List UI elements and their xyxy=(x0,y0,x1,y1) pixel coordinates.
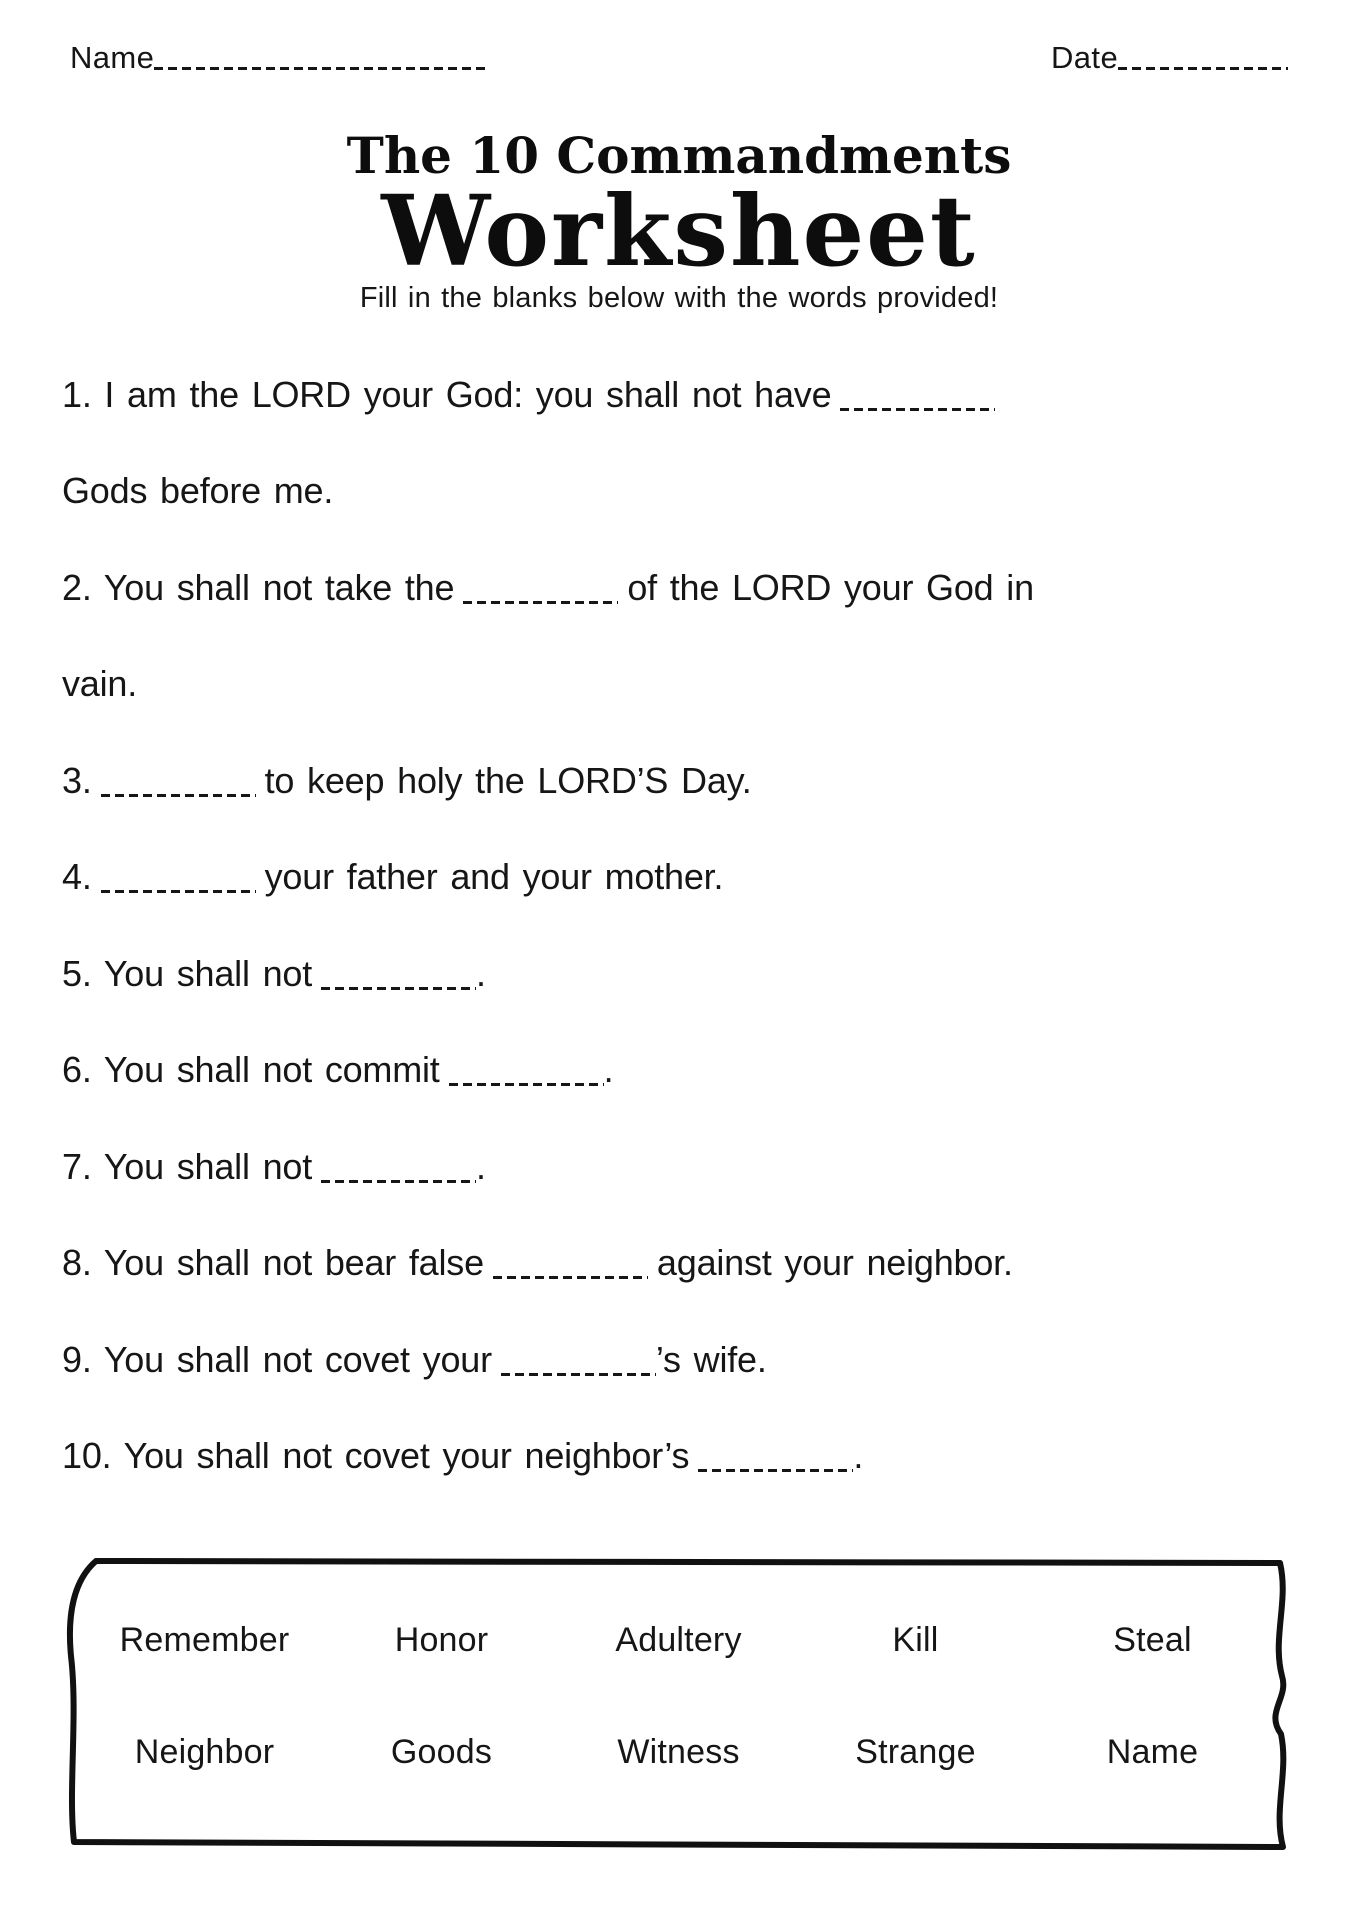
commandment-3 xyxy=(62,758,752,804)
date-blank-line xyxy=(1118,60,1288,70)
commandment-2 xyxy=(62,565,1034,611)
line-text: 9. You shall not covet your xyxy=(62,1339,492,1380)
commandment-2-continued xyxy=(62,661,137,707)
date-field xyxy=(1051,40,1288,76)
line-text: Gods before me. xyxy=(62,470,334,511)
instructions: Fill in the blanks below with the words provided! xyxy=(359,282,999,314)
commandment-5 xyxy=(62,951,486,997)
fill-blank-2 xyxy=(463,592,618,604)
line-text: vain. xyxy=(62,663,138,704)
word-bank-word: Honor xyxy=(394,1620,489,1659)
word-bank-word: Goods xyxy=(390,1732,493,1771)
name-label: Name xyxy=(70,40,155,75)
commandment-8 xyxy=(62,1240,1013,1286)
word-bank-word: Remember xyxy=(119,1620,290,1659)
fill-blank-8 xyxy=(493,1267,648,1279)
line-text: 7. You shall not xyxy=(62,1146,313,1187)
line-text: . xyxy=(476,953,486,994)
word-bank xyxy=(72,1558,1285,1852)
line-text: 10. You shall not covet your neighbor’s xyxy=(62,1435,690,1476)
date-label: Date xyxy=(1051,40,1119,75)
line-text: 2. You shall not take the xyxy=(62,567,455,608)
commandment-1-continued xyxy=(62,468,333,514)
commandment-9 xyxy=(62,1337,767,1383)
fill-blank-1 xyxy=(840,399,995,411)
fill-blank-3 xyxy=(101,785,256,797)
line-text: 5. You shall not xyxy=(62,953,313,994)
commandment-6 xyxy=(62,1047,613,1093)
line-text: against your neighbor. xyxy=(656,1242,1013,1283)
word-bank-word: Witness xyxy=(617,1732,740,1771)
word-bank-word: Name xyxy=(1106,1732,1199,1771)
word-bank-word: Kill xyxy=(892,1620,939,1659)
line-text: ’s wife. xyxy=(655,1339,767,1380)
line-text: to keep holy the LORD’S Day. xyxy=(264,760,752,801)
word-bank-word: Neighbor xyxy=(134,1732,275,1771)
line-text: of the LORD your God in xyxy=(627,567,1034,608)
fill-blank-10 xyxy=(698,1460,853,1472)
name-field xyxy=(70,40,490,76)
word-bank-word: Strange xyxy=(855,1732,976,1771)
line-text: . xyxy=(603,1049,614,1090)
word-bank-word: Adultery xyxy=(615,1620,742,1659)
line-text: 3. xyxy=(62,760,92,801)
fill-blank-9 xyxy=(501,1364,656,1376)
commandment-10 xyxy=(62,1433,863,1479)
fill-blank-4 xyxy=(101,881,256,893)
page-title-worksheet: Worksheet xyxy=(381,174,977,288)
fill-blank-6 xyxy=(449,1074,604,1086)
name-blank-line xyxy=(154,60,490,70)
line-text: . xyxy=(476,1146,486,1187)
line-text: 1. I am the LORD your God: you shall not have xyxy=(62,374,832,415)
fill-blank-5 xyxy=(321,978,476,990)
commandment-7 xyxy=(62,1144,486,1190)
line-text: 6. You shall not commit xyxy=(62,1049,440,1090)
fill-blank-7 xyxy=(321,1171,476,1183)
line-text: . xyxy=(853,1435,864,1476)
commandment-1 xyxy=(62,372,995,418)
line-text: your father and your mother. xyxy=(264,856,724,897)
line-text: 8. You shall not bear false xyxy=(62,1242,484,1283)
line-text: 4. xyxy=(62,856,92,897)
word-bank-word: Steal xyxy=(1113,1620,1192,1659)
page-title: The 10 Commandments xyxy=(346,126,1012,185)
commandment-4 xyxy=(62,854,723,900)
